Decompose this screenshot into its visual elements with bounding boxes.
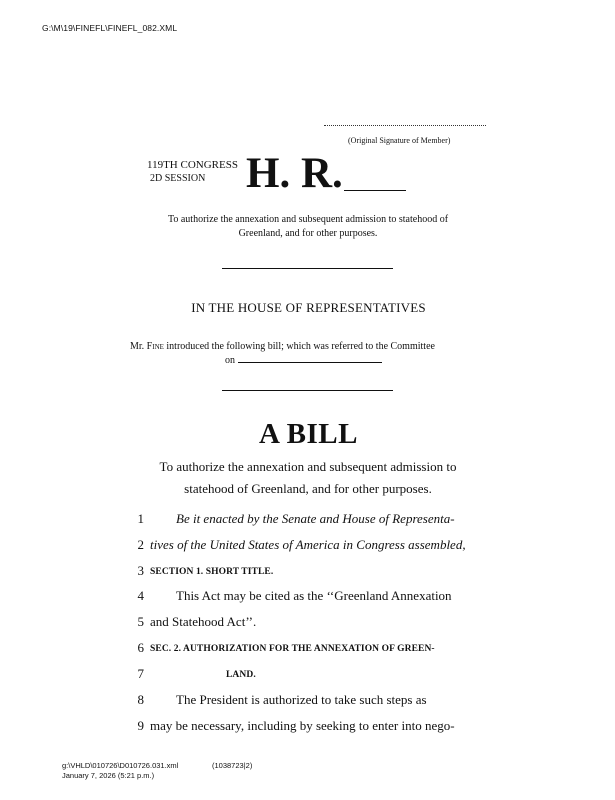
house-heading: IN THE HOUSE OF REPRESENTATIVES	[191, 300, 426, 315]
introduction-line-1	[130, 340, 495, 354]
bill-line	[120, 533, 500, 557]
section-heading: SECTION 1. SHORT TITLE.	[150, 567, 274, 577]
bill-line	[120, 584, 500, 608]
section-heading: SEC. 2. AUTHORIZATION FOR THE ANNEXATION OF GREEN-	[150, 644, 435, 654]
bill-number-blank	[344, 190, 406, 191]
line-number: 4	[137, 588, 144, 603]
bill-designation: H. R.	[246, 150, 343, 197]
bill-line	[120, 714, 500, 738]
line-number: 2	[137, 537, 144, 552]
footer-path: g:\VHLD\010726\D010726.031.xml	[62, 761, 179, 770]
bill-line	[120, 559, 500, 583]
footer	[62, 761, 253, 781]
introduction-text: introduced the following bill; which was referred to the Committee	[166, 341, 435, 352]
introduction-paragraph	[130, 340, 495, 368]
signature-label: (Original Signature of Member)	[348, 136, 451, 145]
long-title-line-2: statehood of Greenland, and for other purposes.	[184, 481, 432, 496]
footer-job-id: (1038723|2)	[212, 761, 253, 770]
caption-title	[130, 213, 486, 241]
committee-blank	[238, 354, 382, 363]
line-number: 8	[137, 692, 144, 707]
bill-line	[120, 636, 500, 660]
line-text: may be necessary, including by seeking to enter into nego-	[150, 718, 455, 733]
sponsor-prefix: Mr.	[130, 341, 145, 352]
footer-date: January 7, 2026 (5:21 p.m.)	[62, 771, 155, 780]
congress-number: 119TH CONGRESS	[147, 159, 238, 171]
caption-title-line-1: To authorize the annexation and subsequent admission to statehood of	[167, 214, 449, 225]
long-title-line-1: To authorize the annexation and subsequent admission to	[159, 459, 457, 474]
line-number: 1	[137, 511, 144, 526]
caption-title-line-2: Greenland, and for other purposes.	[238, 228, 378, 239]
bill-heading: A BILL	[259, 418, 358, 450]
line-number: 7	[137, 666, 144, 681]
bill-line	[120, 507, 500, 531]
sponsor-name: Fine	[146, 341, 164, 352]
session-label: 2D SESSION	[150, 173, 206, 184]
line-text: tives of the United States of America in Congress assembled,	[150, 537, 466, 552]
long-title	[125, 456, 491, 500]
line-number: 5	[137, 614, 144, 629]
line-text: Be it enacted by the Senate and House of Representa-	[176, 511, 455, 526]
committee-on-label: on	[225, 355, 235, 366]
line-text: This Act may be cited as the ‘‘Greenland Annexation	[176, 588, 452, 603]
line-text: The President is authorized to take such steps as	[176, 692, 427, 707]
bill-line	[120, 610, 500, 634]
line-text: and Statehood Act’’.	[150, 614, 257, 629]
divider-rule	[222, 268, 393, 269]
introduction-line-2	[130, 354, 495, 368]
bill-line	[120, 688, 500, 712]
divider-rule	[222, 390, 393, 391]
bill-line	[120, 662, 500, 686]
file-path-header: G:\M\19\FINEFL\FINEFL_082.XML	[42, 23, 178, 33]
line-number: 6	[137, 640, 144, 655]
line-number: 3	[137, 563, 144, 578]
signature-line	[324, 125, 486, 126]
line-number: 9	[137, 718, 144, 733]
section-heading-continued: LAND.	[226, 670, 256, 680]
